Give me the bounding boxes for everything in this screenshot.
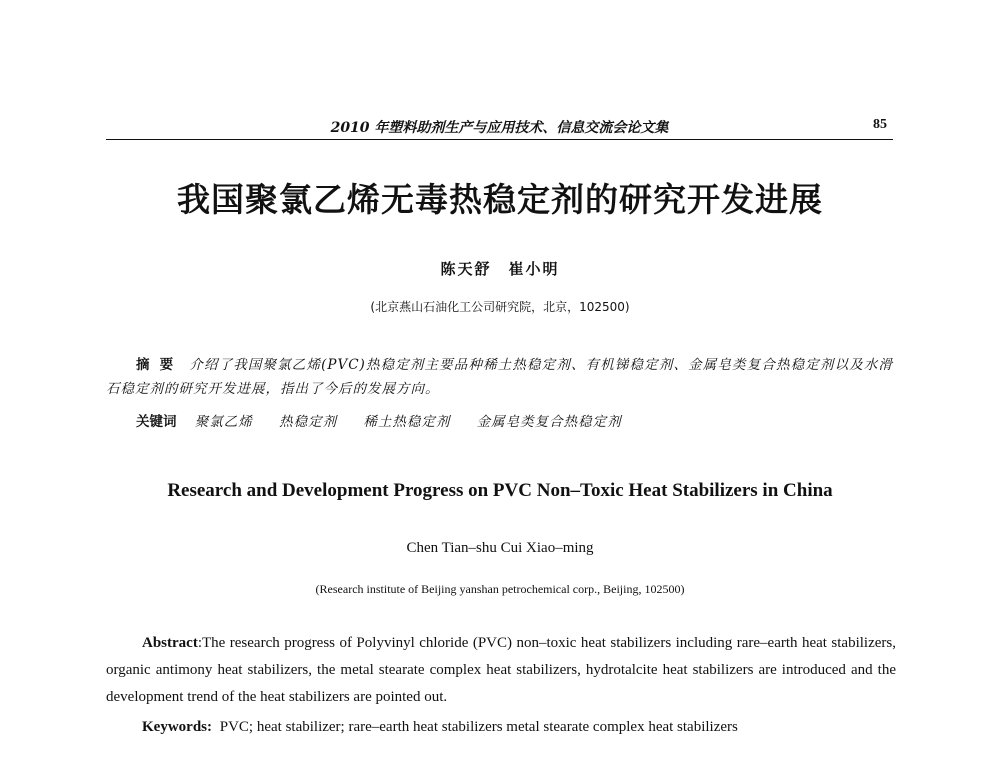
title-english: Research and Development Progress on PVC Non–Toxic Heat Stabilizers in China bbox=[167, 480, 833, 501]
authors-english: Chen Tian–shu Cui Xiao–ming bbox=[406, 540, 594, 556]
keywords-chinese bbox=[106, 410, 893, 434]
abstract-text-english: The research progress of Polyvinyl chloride (PVC) non–toxic heat stabilizers including rare–earth heat stabilizers, organic antimony heat stabilizers, the metal stearate complex heat stabilizers, hydrotalcite heat stabilizers are introduced and the development trend of the heat stabilizers are pointed out. bbox=[106, 635, 896, 705]
journal-title: 2010 年塑料助剂生产与应用技术、信息交流会论文集 bbox=[330, 120, 669, 136]
running-header bbox=[106, 117, 893, 140]
keywords-text-english: PVC; heat stabilizer; rare–earth heat stabilizers metal stearate complex heat stabilizers bbox=[219, 719, 738, 735]
keyword-item: 金属皂类复合热稳定剂 bbox=[476, 414, 622, 430]
affiliation-english: (Research institute of Beijing yanshan petrochemical corp., Beijing, 102500) bbox=[315, 582, 685, 596]
abstract-chinese bbox=[106, 353, 893, 401]
keywords-label-chinese: 关键词 bbox=[136, 414, 177, 430]
keyword-item: 稀土热稳定剂 bbox=[363, 414, 451, 430]
keywords-english bbox=[106, 715, 896, 739]
title-chinese: 我国聚氯乙烯无毒热稳定剂的研究开发进展 bbox=[177, 180, 823, 219]
abstract-label-chinese: 摘要 bbox=[136, 357, 184, 373]
keyword-item: 热稳定剂 bbox=[279, 414, 338, 430]
keywords-label-english: Keywords: bbox=[142, 719, 212, 735]
affiliation-chinese: (北京燕山石油化工公司研究院，北京，102500) bbox=[370, 300, 630, 314]
keyword-item: 聚氯乙烯 bbox=[194, 414, 253, 430]
abstract-english bbox=[106, 630, 896, 711]
abstract-colon: : bbox=[197, 635, 202, 651]
authors-chinese: 陈天舒 崔小明 bbox=[440, 260, 560, 278]
abstract-text-chinese: 介绍了我国聚氯乙烯(PVC)热稳定剂主要品种稀土热稳定剂、有机锑稳定剂、金属皂类复合热稳定剂以及水滑石稳定剂的研究开发进展，指出了今后的发展方向。 bbox=[106, 357, 893, 397]
page-number: 85 bbox=[873, 117, 887, 132]
abstract-label-english: Abstract bbox=[142, 635, 198, 651]
